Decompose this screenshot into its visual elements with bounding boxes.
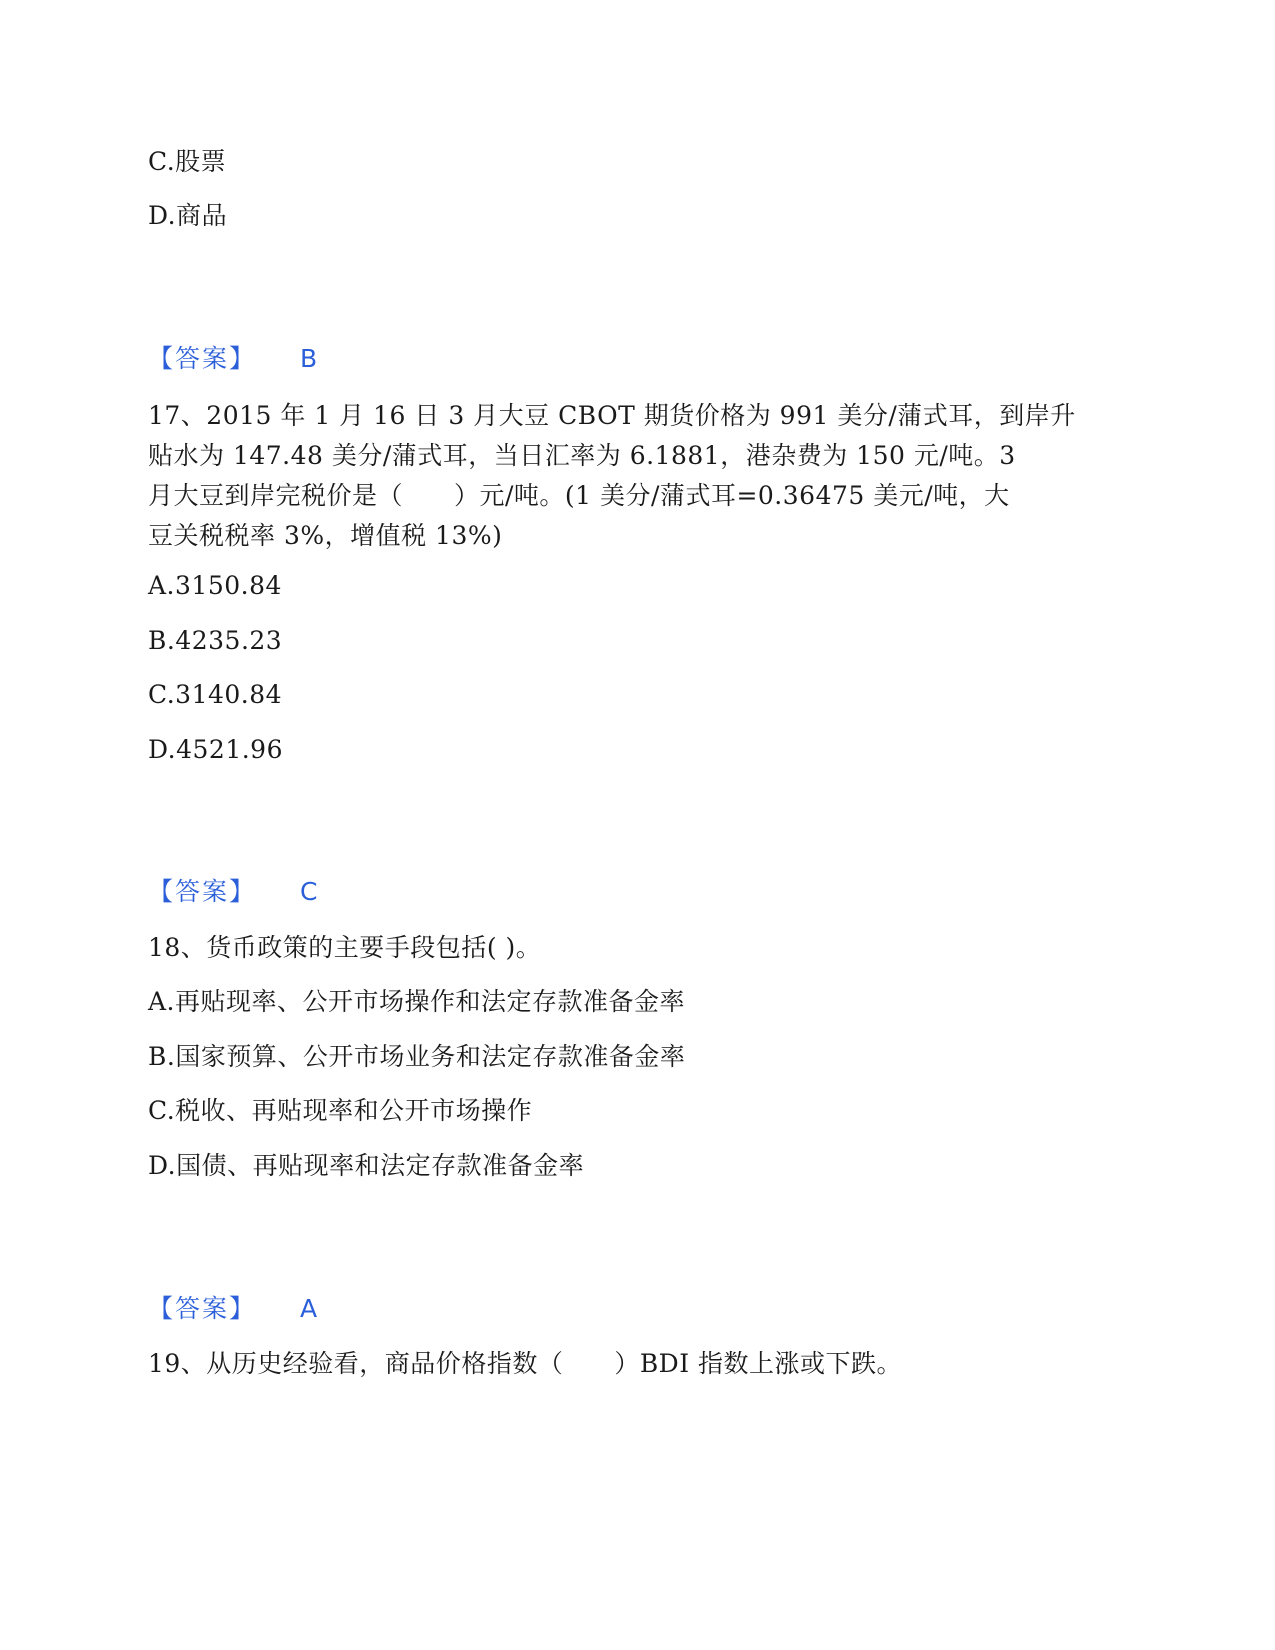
q16-answer [148, 340, 317, 378]
q17-option-b: B.4235.23 [148, 626, 283, 655]
q17-question-line: 月大豆到岸完税价是（ ）元/吨。(1 美分/蒲式耳=0.36475 美元/吨，大 [148, 481, 1010, 510]
q18-option-a: A.再贴现率、公开市场操作和法定存款准备金率 [148, 987, 686, 1016]
q18-option-d: D.国债、再贴现率和法定存款准备金率 [148, 1151, 585, 1180]
q17-question-line: 豆关税税率 3%，增值税 13%) [148, 521, 503, 550]
q17-question-line: 17、2015 年 1 月 16 日 3 月大豆 CBOT 期货价格为 991 美分/蒲式耳，到岸升 [148, 401, 1076, 430]
q16-option-c: C.股票 [148, 147, 227, 176]
q17-option-c: C.3140.84 [148, 680, 283, 709]
q19-question: 19、从历史经验看，商品价格指数（ ）BDI 指数上涨或下跌。 [148, 1349, 903, 1378]
answer-label: 【答案】 [148, 344, 257, 373]
answer-value: B [300, 344, 318, 373]
q18-question: 18、货币政策的主要手段包括( )。 [148, 933, 542, 962]
q17-answer [148, 873, 317, 911]
answer-label: 【答案】 [148, 1294, 257, 1323]
answer-value: C [300, 877, 318, 906]
q17-question [148, 396, 1108, 556]
answer-value: A [300, 1294, 318, 1323]
q17-question-line: 贴水为 147.48 美分/蒲式耳，当日汇率为 6.1881，港杂费为 150 元/吨。3 [148, 441, 1016, 470]
q17-option-a: A.3150.84 [148, 571, 282, 600]
q18-option-c: C.税收、再贴现率和公开市场操作 [148, 1096, 533, 1125]
q18-answer [148, 1290, 317, 1328]
answer-label: 【答案】 [148, 877, 257, 906]
q18-option-b: B.国家预算、公开市场业务和法定存款准备金率 [148, 1042, 686, 1071]
q17-option-d: D.4521.96 [148, 735, 283, 764]
q16-option-d: D.商品 [148, 201, 228, 230]
